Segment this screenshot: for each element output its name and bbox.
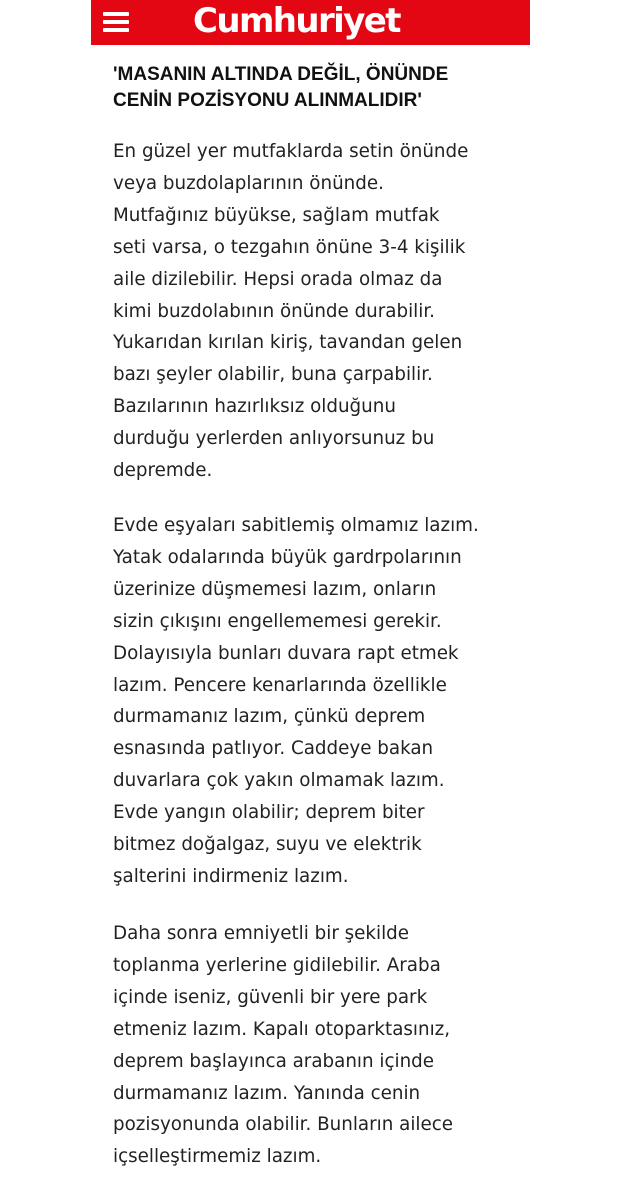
headline-line: 'MASANIN ALTINDA DEĞİL, ÖNÜNDE: [113, 64, 449, 85]
paragraph-line: veya buzdolaplarının önünde.: [113, 172, 384, 194]
headline-line: CENİN POZİSYONU ALINMALIDIR': [113, 90, 422, 111]
paragraph-line: Evde eşyaları sabitlemiş olmamız lazım.: [113, 515, 479, 536]
hamburger-menu-icon[interactable]: [103, 12, 129, 32]
paragraph-line: pozisyonunda olabilir. Bunların ailece: [113, 1114, 454, 1136]
paragraph-line: Yukarıdan kırılan kiriş, tavandan gelen: [113, 332, 463, 354]
paragraph-line: etmeniz lazım. Kapalı otoparktasınız,: [113, 1018, 451, 1040]
paragraph-line: Daha sonra emniyetli bir şekilde: [113, 923, 410, 944]
paragraph-line: Mutfağınız büyükse, sağlam mutfak: [113, 204, 440, 226]
paragraph-line: toplanma yerlerine gidilebilir. Araba: [113, 954, 441, 976]
paragraph-line: durmamanız lazım. Yanında cenin: [113, 1082, 421, 1104]
paragraph-line: Dolayısıyla bunları duvara rapt etmek: [113, 642, 459, 664]
paragraph-line: En güzel yer mutfaklarda setin önünde: [113, 141, 469, 162]
paragraph-line: bazı şeyler olabilir, buna çarpabilir.: [113, 364, 433, 386]
article-paragraph: [113, 510, 513, 893]
menu-bar: [103, 28, 129, 32]
paragraph-line: durmamanız lazım, çünkü deprem: [113, 706, 426, 728]
article-paragraph: [113, 136, 513, 487]
paragraph-line: bitmez doğalgaz, suyu ve elektrik: [113, 834, 422, 856]
paragraph-line: Yatak odalarında büyük gardrpolarının: [113, 546, 462, 568]
paragraph-line: durduğu yerlerden anlıyorsunuz bu: [113, 428, 435, 450]
paragraph-line: içselleştirmemiz lazım.: [113, 1146, 322, 1168]
paragraph-line: esnasında patlıyor. Caddeye bakan: [113, 738, 434, 760]
site-logo[interactable]: Cumhuriyet: [193, 1, 400, 41]
paragraph-line: duvarlara çok yakın olmamak lazım.: [113, 770, 445, 792]
menu-bar: [103, 20, 129, 24]
paragraph-line: içinde iseniz, güvenli bir yere park: [113, 986, 428, 1008]
article-paragraph: [113, 918, 513, 1173]
paragraph-line: lazım. Pencere kenarlarında özellikle: [113, 674, 447, 696]
paragraph-line: şalterini indirmeniz lazım.: [113, 865, 349, 887]
paragraph-line: Evde yangın olabilir; deprem biter: [113, 802, 425, 824]
article-headline: [113, 62, 513, 114]
paragraph-line: depremde.: [113, 460, 213, 482]
paragraph-line: kimi buzdolabının önünde durabilir.: [113, 300, 435, 322]
paragraph-line: sizin çıkışını engellememesi gerekir.: [113, 610, 442, 632]
paragraph-line: üzerinize düşmemesi lazım, onların: [113, 578, 437, 600]
paragraph-line: Bazılarının hazırlıksız olduğunu: [113, 396, 396, 418]
paragraph-line: aile dizilebilir. Hepsi orada olmaz da: [113, 268, 443, 290]
menu-bar: [103, 12, 129, 16]
site-header: [91, 0, 530, 45]
paragraph-line: deprem başlayınca arabanın içinde: [113, 1050, 435, 1072]
paragraph-line: seti varsa, o tezgahın önüne 3-4 kişilik: [113, 236, 466, 258]
